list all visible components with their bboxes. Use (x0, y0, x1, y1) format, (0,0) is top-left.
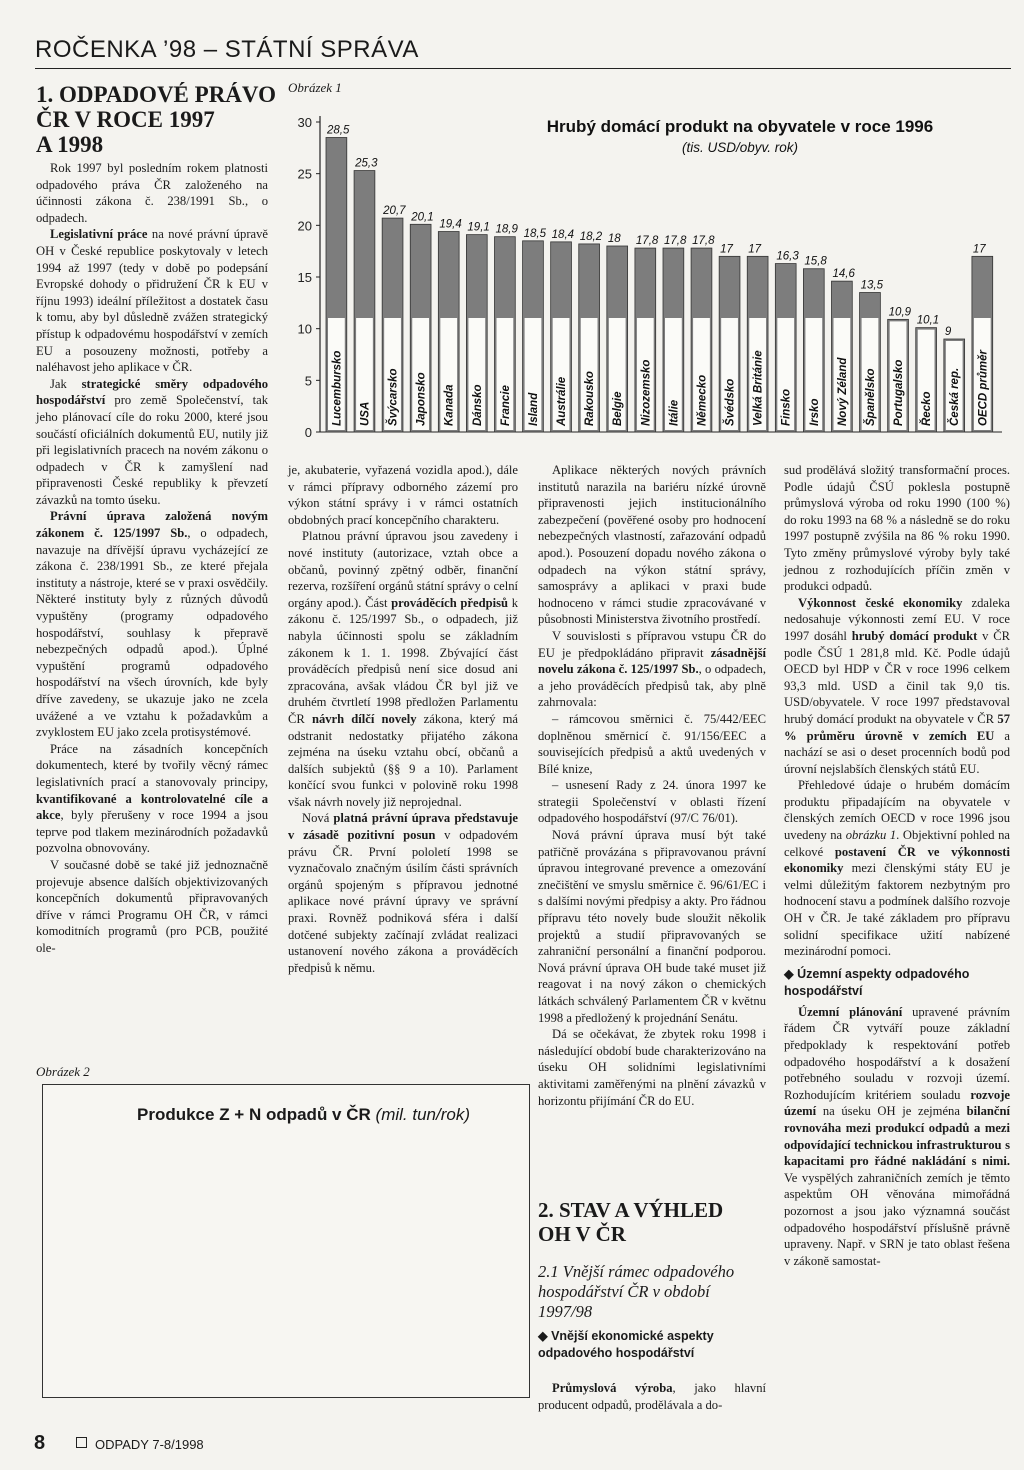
category-label: Lucembursko (331, 350, 344, 426)
paragraph (288, 810, 518, 976)
category-label: Austrálie (556, 376, 569, 426)
bullet-heading (538, 1328, 766, 1362)
category-label: Španělsko (864, 368, 877, 426)
section-heading-line: OH V ČR (538, 1222, 626, 1246)
column-1 (36, 160, 268, 957)
y-tick-label: 5 (304, 373, 312, 389)
category-label: Finsko (780, 388, 793, 426)
data-label: 9 (944, 326, 952, 338)
category-label: Portugalsko (893, 359, 906, 426)
category-label: Švýcarsko (387, 368, 400, 426)
data-label: 17 (720, 243, 733, 256)
paragraph: je, akubaterie, vyřazená vozidla apod.), dále v rámci přípravy odborného zázemí pro výkon státní správy i v rámci ostatních obdobných prací koncepčního charakteru. (288, 463, 518, 527)
data-label: 13,5 (860, 279, 883, 292)
text: , byly přerušeny v roce 1994 a jsou teprve pod tlakem mezinárodních požadavků pozvolna obnovovány. (36, 808, 268, 856)
data-label: 18,5 (523, 227, 546, 240)
bold-text: 57 % průměru úrovně v zemích EU (784, 711, 1010, 743)
paragraph (784, 1004, 1010, 1270)
column-4 (784, 462, 1010, 1269)
text: zákona, který má odstranit nedostatky přijatého zákona zejména na úseku vztahu obcí, občanů a dalších subjektů (§§ 9 a 10). Parlament končící svou funkci v polovině roku 1998 však návrh novely již neprojednal. (288, 711, 519, 809)
bullet-heading (784, 966, 1010, 1000)
bold-text: postavení ČR ve výkonnosti ekonomiky (784, 844, 1010, 876)
column-3-tail (538, 1380, 766, 1413)
text: Práce na zásadních koncepčních dokumentech, které by tvořily věcný rámec legislativních prací a stanovovaly principy, (36, 741, 268, 789)
category-label: Itálie (668, 399, 681, 426)
bold-text: Legislativní práce (50, 227, 148, 242)
y-tick-label: 25 (297, 166, 312, 182)
bold-text: bilanční rovnováha mezi produkcí odpadů a mezi odpovídající technickou infrastrukturou s kapacitami pro řádné nakládání s nimi. (784, 1104, 1010, 1169)
text: mezi členskými státy EU je velmi důležitým faktorem nezbytným pro hodnocení stavu a podmínek dalšího rozvoje OH v ČR. Je také základem pro přípravu solidní specifikace užití nabízené mezinárodní pomoci. (784, 861, 1010, 959)
data-label: 15,8 (804, 255, 827, 268)
paragraph (36, 226, 268, 375)
text: Platnou právní úpravou jsou zavedeny i nové instituty (autorizace, vztah obce a občanů, povinný zpětný odběr, finanční rezerva, rozšíření orgánů státní správy o celní orgány apod.). Část (288, 529, 518, 610)
bold-text: Výkonnost české ekonomiky (798, 595, 963, 610)
bullet-heading-line: odpadového hospodářství (538, 1346, 695, 1360)
article-title-line: ČR V ROCE 1997 (36, 107, 215, 132)
paragraph (36, 508, 268, 740)
bullet-heading-line: ◆ Vnější ekonomické aspekty (538, 1329, 714, 1343)
data-label: 17 (972, 243, 986, 256)
figure-1-caption: Obrázek 1 (288, 80, 342, 95)
bold-text: rozvoje území (784, 1087, 1010, 1119)
data-label: 18 (607, 233, 621, 245)
y-tick-label: 15 (297, 270, 312, 285)
paragraph (538, 1380, 766, 1413)
text: na úseku OH je zejména (816, 1104, 967, 1119)
square-icon (76, 1437, 87, 1448)
data-label: 18,2 (579, 230, 603, 243)
article-title-line: A 1998 (36, 132, 104, 157)
paragraph (36, 741, 268, 857)
waste-chart-plot-area (71, 1145, 511, 1375)
data-label: 28,5 (327, 124, 350, 137)
category-label: Irsko (808, 398, 821, 426)
text: k zákonu č. 125/1997 Sb., o odpadech, již nabyla účinnosti spolu se základním zákonem k 1. 1. 1998. Zbývající část prováděcích předpisů není sice dosud ani zpracována, avšak vládou ČR byl již ve druhém čtvrtletí 1998 předložen Parlamentu ČR (288, 595, 518, 726)
category-label: OECD průměr (977, 349, 990, 426)
data-label: 17,8 (635, 235, 659, 248)
text: Nová (302, 811, 334, 826)
waste-chart-title-text: Produkce Z + N odpadů v ČR (137, 1105, 371, 1124)
bold-text: zásadnější novelu zákona č. 125/1997 Sb. (538, 645, 766, 677)
category-label: Česká rep. (949, 367, 962, 426)
text: v ČR podle ČSÚ 1 281,8 mld. Kč. Podle údajů OECD byl HDP v ČR v roce 1996 celkem 93,3 mld. USD a činil tak 9,0 tis. USD/obyvatele. V roce 1997 představoval hrubý domácí produkt na obyvatele v ČR (784, 628, 1010, 726)
italic-text: obrázku 1 (845, 828, 897, 843)
section-2-heading (538, 1198, 766, 1246)
data-label: 25,3 (355, 157, 378, 170)
chart-subtitle: (tis. USD/obyv. rok) (681, 140, 799, 155)
bullet-heading-line: ◆ Územní aspekty odpadového (784, 966, 970, 981)
column-3 (538, 462, 766, 1109)
category-label: Dánsko (471, 384, 484, 426)
article-title-line: 1. ODPADOVÉ PRÁVO (36, 82, 276, 107)
data-label: 18,9 (495, 223, 518, 236)
bold-text: Právní úprava založená novým zákonem č. 125/1997 Sb. (36, 509, 268, 541)
subsection-2-1-heading (538, 1262, 766, 1322)
category-label: Belgie (612, 391, 625, 426)
y-tick-label: 20 (297, 218, 312, 234)
text: V souvislosti s přípravou vstupu ČR do EU je předpokládáno připravit (538, 628, 766, 660)
category-label: Rakousko (584, 371, 597, 426)
paragraph (288, 528, 518, 810)
category-label: Francie (499, 385, 512, 426)
category-label: Německo (696, 374, 709, 426)
y-tick-label: 10 (297, 321, 312, 337)
paragraph: sud prodělává složitý transformační proces. Podle údajů ČSÚ poklesla postupně průmyslová výroba od roku 1990 (100 %) do roku 1993 na 68 % a následně se do roku 1997 postupně zvýšila na 86 % roku 1990. Tyto změny průmyslové výroby byly také jednou z rozhodujících příčin změn v produkci odpadů. (784, 463, 1010, 594)
waste-chart-frame (42, 1084, 530, 1398)
data-label: 17,8 (664, 235, 687, 248)
figure-2-caption: Obrázek 2 (36, 1064, 90, 1079)
issue-label: ODPADY 7-8/1998 (95, 1437, 204, 1452)
paragraph (36, 376, 268, 509)
list-item: – usnesení Rady z 24. února 1997 ke strategii Společenství v oblasti řízení odpadového hospodářství (97/C 76/01). (538, 778, 766, 826)
text: , o odpadech, navazuje na dřívější úpravu vycházející ze zákona č. 238/1991 Sb., ze které přejala instituty a nástroje, které se v praxi osvědčily. Některé instituty byly z různých důvodů vypuštěny (programy odpadového hospodářství, souhlasy k přepravě nebezpečných odpadů apod.). Úplné vypuštění programů odpadového hospodářství na všech úrovních, kde byly dříve zavedeny, se ukazuje jako ne zcela uvážené a ve vztahu k požadavkům a zvyklostem EU jako zcela protisystémové. (36, 526, 268, 740)
paragraph: Rok 1997 byl posledním rokem platnosti odpadového práva ČR založeného na účinnosti zákona č. 238/1991 Sb., o odpadech. (36, 161, 268, 225)
paragraph: Dá se očekávat, že zbytek roku 1998 i následující období bude charakterizováno na úseku OH solidními legislativními aktivitami zaměřenými na plnění závazků v horizontu přijímání ČR do EU. (538, 1027, 766, 1108)
list-item: – rámcovou směrnici č. 75/442/EEC doplněnou směrnicí č. 91/156/EEC a souvisejících předpisů a aktů uvedených v Bílé knize, (538, 711, 766, 776)
category-label: Nizozemsko (640, 359, 653, 426)
bold-text: návrh dílčí novely (311, 711, 417, 726)
category-label: Velká Británie (752, 350, 765, 426)
category-label: Island (527, 392, 540, 426)
category-label: USA (359, 401, 372, 426)
category-label: Nový Zéland (836, 357, 849, 426)
category-label: Japonsko (415, 372, 428, 426)
text: zdaleka nedosahuje výkonnosti zemí EU. V roce 1997 dosáhl (784, 595, 1011, 643)
data-label: 16,3 (776, 250, 799, 263)
data-label: 17,8 (692, 235, 715, 248)
category-label: Kanada (443, 384, 456, 426)
waste-chart-title (137, 1105, 470, 1125)
bold-text: strategické směry odpadového hospodářství (36, 376, 268, 408)
text: , jako hlavní producent odpadů, prodělávala a do- (538, 1381, 766, 1412)
running-header: ROČENKA ’98 – STÁTNÍ SPRÁVA (35, 36, 419, 63)
paragraph: Aplikace některých nových právních institutů narazila na bariéru nízké úrovně připravenosti jejich institucionálního zabezpečení (pověřené osoby pro hodnocení nebezpečných vlastností, zařazování odpadů apod.). Posouzení dopadu nového zákona o odpadech na výkon státní správy, samosprávy a aplikaci v praxi bude hodnoceno v rámci studie zpracovávané v působnosti Ministerstva životního prostředí. (538, 463, 766, 627)
page-footer (34, 1432, 204, 1455)
bold-text: platná právní úprava představuje v zásadě pozitivní posun (288, 811, 518, 843)
bullet-heading-line: hospodářství (784, 983, 863, 998)
data-label: 17 (748, 243, 762, 256)
text: Ve vyspělých zahraničních zemích je těmto aspektům OH věnována mimořádná pozornost a jsou jako významná součást odpadového hospodářství příslušně právně upraveny. Např. v SRN je tato oblast řešena v zákoně samostat- (784, 1170, 1010, 1268)
category-label: Řecko (921, 391, 934, 426)
paragraph: V současné době se také již jednoznačně projevuje absence dalších objektivizovaných koncepčních dokumentů připravovaných dříve v rámci Programu OH ČR, v rámci komoditních programů (pro PCB, použité ole- (36, 857, 268, 955)
category-label: Švédsko (724, 378, 737, 426)
bold-text: prováděcích předpisů (391, 595, 508, 610)
data-label: 19,4 (439, 218, 462, 231)
data-label: 14,6 (832, 268, 855, 281)
bold-text: hrubý domácí produkt (851, 628, 978, 643)
header-rule (35, 68, 1011, 69)
text: v odpadovém právu ČR. První pololetí 1998 se vyznačovalo značným úsilím části správních orgánů spojeným s přípravou jednotné aplikace nové právní úpravy ve správní praxi. Rovněž podniková sféra i další dotčené subjekty začínají zvládat realizaci ustanovení nového zákona a prováděcích předpisů k němu. (288, 828, 518, 975)
page-number: 8 (34, 1432, 46, 1454)
text: . Objektivní pohled na celkové (784, 828, 1011, 859)
paragraph: Nová právní úprava musí být také patřičně provázána s připravovanou právní úpravou integrované prevence a omezování znečištění ve smyslu směrnice č. 96/61/EC i s dalšími novými předpisy a akty. Pro řádnou přípravu této novely bude sloužit několik projektů a studií připravovaných se zahraniční personální a finanční podporou. Nová právní úprava OH bude také muset již reagovat i na nový zákon o chemických látkách schválený Parlamentem ČR v květnu 1998 a předložený k projednání Senátu. (538, 828, 766, 1025)
waste-chart-title-unit: (mil. tun/rok) (375, 1105, 470, 1124)
subsection-heading-line: 1997/98 (538, 1302, 593, 1321)
data-label: 10,1 (916, 314, 940, 327)
text: pro země Společenství, tak jeho plánovací cíle do roku 2000, které jsou součástí oficiálních dokumentů EU, nutily již při legislativních pracech na novém zákonu o odpadech v ČR k zamyšlení nad připravenosti České republiky k převzetí závazků na tomto úseku. (36, 393, 268, 507)
chart-title: Hrubý domácí produkt na obyvatele v roce 1996 (546, 117, 934, 136)
text: upravené právním řádem ČR vytváří pouze základní předpoklady k respektování potřeb odpadového hospodářství a k dosažení potřebného souladu v rozvoji území. Rozhodujícím kritériem souladu (784, 1004, 1010, 1102)
paragraph (784, 595, 1010, 778)
text: na nové právní úpravě OH v České republice poskytovaly v letech 1994 až 1997 (tedy v době po podepsání Evropské dohody o přidružení ČR k EU v říjnu 1993) ideální příležitost a dostatek času k tomu, aby byl důsledně zvážen strategický přístup k odpadovému hospodářství v zemích EU a posouzeny možnosti, potřeby a naléhavost jeho aplikace v ČR. (36, 227, 268, 375)
y-tick-label: 30 (297, 115, 312, 130)
y-tick-label: 0 (304, 425, 312, 440)
text: , o odpadech, a jeho prováděcích předpisů tak, aby plně zahrnovala: (538, 662, 766, 710)
data-label: 20,1 (411, 211, 434, 224)
subsection-heading-line: 2.1 Vnější rámec odpadového (538, 1262, 735, 1281)
data-label: 20,7 (383, 205, 406, 218)
paragraph (538, 628, 766, 711)
bold-text: kvantifikované a kontrolovatelné cíle a akce (36, 791, 268, 823)
section-heading-line: 2. STAV A VÝHLED (538, 1198, 724, 1222)
text: a nachází se asi o deset procenních bodů pod úrovní nejslabších členských států EU. (784, 728, 1010, 776)
paragraph (784, 777, 1010, 960)
bold-text: Průmyslová výroba (552, 1381, 673, 1395)
text: Přehledové údaje o hrubém domácím produktu připadajícím na obyvatele v členských zemích OECD v roce 1996 jsou uvedeny na (784, 778, 1010, 843)
column-2 (288, 462, 518, 976)
data-label: 19,1 (467, 221, 490, 234)
gdp-bar-chart (280, 100, 1010, 452)
data-label: 18,4 (551, 228, 575, 241)
article-title (36, 82, 276, 157)
text: Jak (50, 376, 82, 391)
subsection-heading-line: hospodářství ČR v období (538, 1282, 710, 1301)
bold-text: Územní plánování (798, 1004, 903, 1019)
data-label: 10,9 (888, 306, 912, 319)
